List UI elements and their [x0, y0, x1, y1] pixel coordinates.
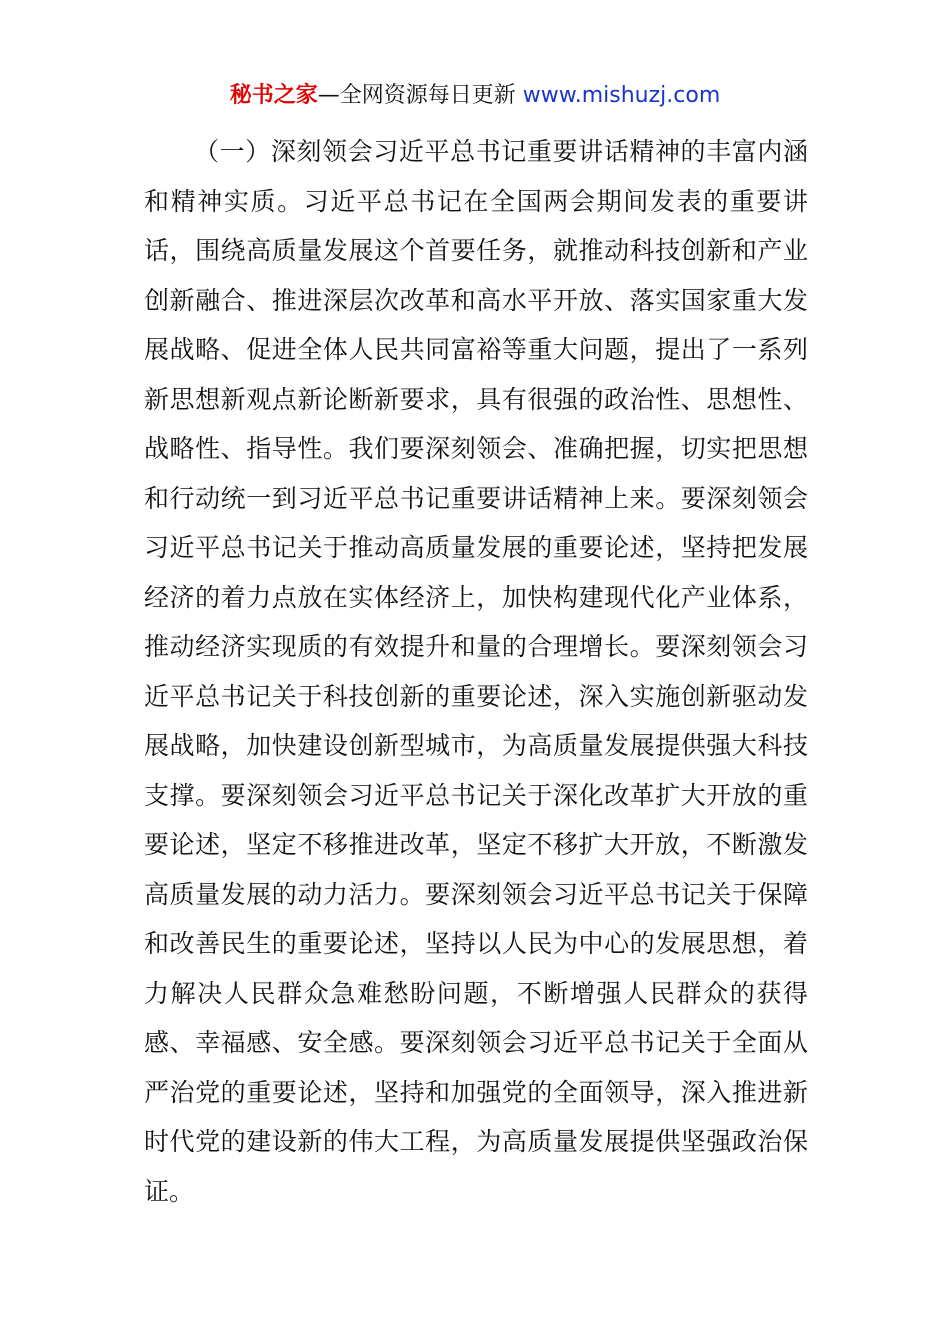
body-paragraph: （一）深刻领会习近平总书记重要讲话精神的丰富内涵和精神实质。习近平总书记在全国两会期间发表的重要讲话，围绕高质量发展这个首要任务，就推动科技创新和产业创新融合、推进深层次改革和高水平开放、落实国家重大发展战略、促进全体人民共同富裕等重大问题，提出了一系列新思想新观点新论断新要求，具有很强的政治性、思想性、战略性、指导性。我们要深刻领会、准确把握，切实把思想和行动统一到习近平总书记重要讲话精神上来。要深刻领会习近平总书记关于推动高质量发展的重要论述，坚持把发展经济的着力点放在实体经济上，加快构建现代化产业体系，推动经济实现质的有效提升和量的合理增长。要深刻领会习近平总书记关于科技创新的重要论述，深入实施创新驱动发展战略，加快建设创新型城市，为高质量发展提供强大科技支撑。要深刻领会习近平总书记关于深化改革扩大开放的重要论述，坚定不移推进改革，坚定不移扩大开放，不断激发高质量发展的动力活力。要深刻领会习近平总书记关于保障和改善民生的重要论述，坚持以人民为中心的发展思想，着力解决人民群众急难愁盼问题，不断增强人民群众的获得感、幸福感、安全感。要深刻领会习近平总书记关于全面从严治党的重要论述，坚持和加强党的全面领导，深入推进新时代党的建设新的伟大工程，为高质量发展提供坚强政治保证。 [144, 137, 808, 1206]
header-tagline: —全网资源每日更新 [317, 83, 523, 108]
page-header [0, 78, 950, 114]
site-url[interactable]: www.mishuzj.com [522, 83, 721, 108]
brand-name: 秘书之家 [229, 83, 318, 108]
